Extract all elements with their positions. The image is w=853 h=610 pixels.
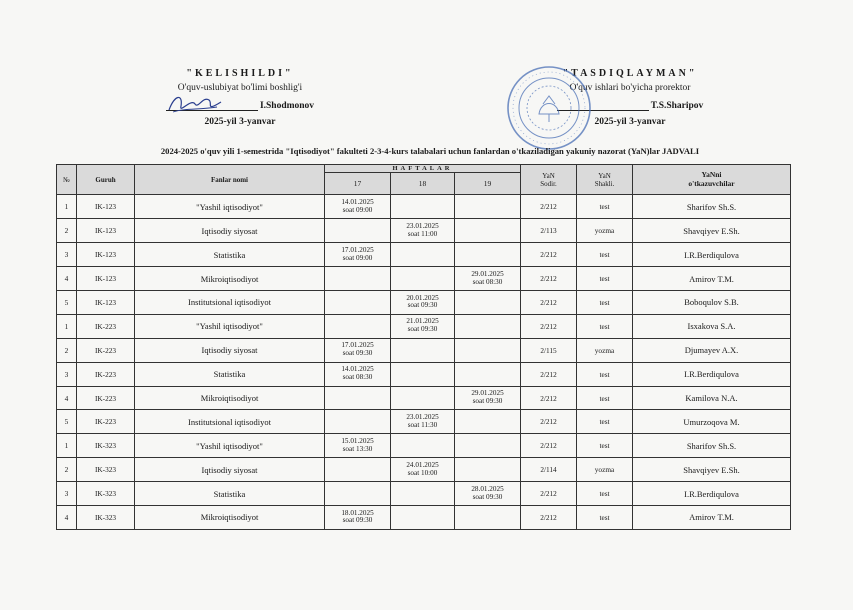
table-row — [57, 314, 791, 338]
row-subject: Statistika — [135, 482, 325, 506]
row-group: IK-223 — [77, 314, 135, 338]
row-w17-slot — [325, 195, 391, 219]
row-room: 2/114 — [521, 458, 577, 482]
row-w17-slot — [325, 219, 391, 243]
table-row — [57, 195, 791, 219]
exam-date: 29.01.2025 — [471, 389, 504, 398]
exam-time: soat 09:30 — [472, 492, 503, 501]
exam-time: soat 09:30 — [407, 301, 438, 310]
row-group: IK-123 — [77, 195, 135, 219]
agreed-position: O'quv-uslubiyat bo'limi boshlig'i — [177, 83, 303, 93]
table-row — [57, 267, 791, 291]
row-subject: "Yashil iqtisodiyot" — [135, 314, 325, 338]
row-w19-slot — [455, 219, 521, 243]
row-subject: Iqtisodiy siyosat — [135, 219, 325, 243]
row-w19-slot — [455, 410, 521, 434]
row-room: 2/212 — [521, 482, 577, 506]
row-room: 2/212 — [521, 362, 577, 386]
row-subject: Mikroiqtisodiyot — [135, 386, 325, 410]
col-header-room: YaN Sodir. — [521, 165, 577, 195]
table-row — [57, 362, 791, 386]
row-form: yozma — [577, 219, 633, 243]
table-row — [57, 243, 791, 267]
exam-time: soat 08:30 — [472, 277, 503, 286]
approve-date: 2025-yil 3-yanvar — [594, 117, 666, 127]
exam-date: 21.01.2025 — [406, 317, 439, 326]
row-number: 3 — [57, 243, 77, 267]
row-examiner: Boboqulov S.B. — [633, 291, 791, 315]
exam-date: 28.01.2025 — [471, 484, 504, 493]
approve-name: T.S.Sharipov — [650, 101, 704, 111]
col-header-subject: Fanlar nomi — [135, 165, 325, 195]
row-w18-slot — [391, 219, 455, 243]
row-w19-slot — [455, 506, 521, 530]
row-w18-slot — [391, 243, 455, 267]
exam-time: soat 09:30 — [407, 325, 438, 334]
document-title: 2024-2025 o'quv yili 1-semestrida "Iqtisodiyot" fakulteti 2-3-4-kurs talabalari uchun fanlardan o'tkaziladigan yakuniy nazorat (YaN)lar JADVALI — [160, 146, 700, 156]
row-examiner: Sharifov Sh.S. — [633, 434, 791, 458]
row-w19-slot — [455, 362, 521, 386]
row-room: 2/212 — [521, 291, 577, 315]
row-examiner: Shavqiyev E.Sh. — [633, 458, 791, 482]
row-examiner: Amirov T.M. — [633, 506, 791, 530]
row-w19-slot — [455, 434, 521, 458]
exam-schedule-table — [56, 164, 791, 530]
exam-time: soat 11:30 — [407, 420, 438, 429]
exam-date: 18.01.2025 — [341, 508, 374, 517]
row-room: 2/212 — [521, 314, 577, 338]
university-seal-icon — [505, 64, 593, 152]
row-subject: Iqtisodiy siyosat — [135, 458, 325, 482]
row-number: 5 — [57, 291, 77, 315]
row-group: IK-223 — [77, 362, 135, 386]
row-w17-slot — [325, 338, 391, 362]
row-room: 2/113 — [521, 219, 577, 243]
exam-time: soat 08:30 — [342, 373, 373, 382]
row-number: 5 — [57, 410, 77, 434]
row-form: test — [577, 314, 633, 338]
row-subject: "Yashil iqtisodiyot" — [135, 195, 325, 219]
table-row — [57, 506, 791, 530]
row-subject: Mikroiqtisodiyot — [135, 267, 325, 291]
table-row — [57, 291, 791, 315]
row-group: IK-323 — [77, 434, 135, 458]
row-w18-slot — [391, 458, 455, 482]
row-subject: Institutsional iqtisodiyot — [135, 291, 325, 315]
row-w19-slot — [455, 195, 521, 219]
row-room: 2/212 — [521, 195, 577, 219]
exam-date: 23.01.2025 — [406, 413, 439, 421]
table-row — [57, 219, 791, 243]
row-room: 2/212 — [521, 410, 577, 434]
row-subject: Institutsional iqtisodiyot — [135, 410, 325, 434]
exam-date: 15.01.2025 — [341, 436, 374, 445]
col-header-week-19: 19 — [455, 173, 521, 195]
row-number: 4 — [57, 386, 77, 410]
row-room: 2/212 — [521, 386, 577, 410]
row-form: test — [577, 291, 633, 315]
row-w17-slot — [325, 506, 391, 530]
row-w18-slot — [391, 386, 455, 410]
exam-time: soat 09:30 — [342, 516, 373, 525]
row-w17-slot — [325, 434, 391, 458]
row-w18-slot — [391, 314, 455, 338]
row-group: IK-123 — [77, 291, 135, 315]
row-w19-slot — [455, 458, 521, 482]
row-group: IK-223 — [77, 386, 135, 410]
row-w18-slot — [391, 362, 455, 386]
row-group: IK-323 — [77, 458, 135, 482]
row-number: 3 — [57, 362, 77, 386]
row-examiner: Djumayev A.X. — [633, 338, 791, 362]
row-room: 2/212 — [521, 267, 577, 291]
row-w18-slot — [391, 291, 455, 315]
exam-time: soat 09:30 — [342, 349, 373, 358]
table-row — [57, 386, 791, 410]
row-form: test — [577, 243, 633, 267]
row-form: test — [577, 410, 633, 434]
row-form: test — [577, 362, 633, 386]
agreed-name: I.Shodmonov — [259, 101, 315, 111]
row-w19-slot — [455, 267, 521, 291]
row-examiner: Umurzoqova M. — [633, 410, 791, 434]
table-row — [57, 410, 791, 434]
row-w19-slot — [455, 482, 521, 506]
row-form: test — [577, 267, 633, 291]
row-form: test — [577, 386, 633, 410]
row-examiner: Shavqiyev E.Sh. — [633, 219, 791, 243]
col-header-examiners: YaNni o'tkazuvchilar — [633, 165, 791, 195]
row-examiner: Kamilova N.A. — [633, 386, 791, 410]
row-w19-slot — [455, 386, 521, 410]
row-number: 1 — [57, 314, 77, 338]
exam-date: 23.01.2025 — [406, 221, 439, 230]
row-w18-slot — [391, 267, 455, 291]
row-examiner: Isxakova S.A. — [633, 314, 791, 338]
row-group: IK-123 — [77, 219, 135, 243]
row-number: 1 — [57, 195, 77, 219]
col-header-weeks: HAFTALAR — [325, 165, 521, 173]
row-number: 1 — [57, 434, 77, 458]
col-header-number: № — [57, 165, 77, 195]
row-room: 2/212 — [521, 434, 577, 458]
exam-time: soat 09:30 — [472, 397, 503, 406]
row-number: 4 — [57, 506, 77, 530]
exam-date: 17.01.2025 — [341, 245, 374, 254]
row-w17-slot — [325, 243, 391, 267]
row-room: 2/212 — [521, 243, 577, 267]
row-group: IK-223 — [77, 410, 135, 434]
col-header-week-18: 18 — [391, 173, 455, 195]
agreed-date: 2025-yil 3-yanvar — [204, 117, 276, 127]
exam-date: 24.01.2025 — [406, 460, 439, 469]
col-header-group: Guruh — [77, 165, 135, 195]
table-row — [57, 482, 791, 506]
row-examiner: Sharifov Sh.S. — [633, 195, 791, 219]
exam-time: soat 10:00 — [407, 468, 438, 477]
row-group: IK-123 — [77, 243, 135, 267]
col-header-week-17: 17 — [325, 173, 391, 195]
exam-time: soat 09:00 — [342, 205, 373, 214]
row-form: test — [577, 482, 633, 506]
row-w17-slot — [325, 482, 391, 506]
row-form: yozma — [577, 458, 633, 482]
row-subject: Iqtisodiy siyosat — [135, 338, 325, 362]
row-group: IK-323 — [77, 482, 135, 506]
approve-title: "TASDIQLAYMAN" — [562, 68, 698, 79]
row-form: test — [577, 506, 633, 530]
exam-time: soat 13:30 — [342, 444, 373, 453]
row-w17-slot — [325, 386, 391, 410]
row-w17-slot — [325, 362, 391, 386]
agreed-title: "KELISHILDI" — [186, 68, 294, 79]
row-w17-slot — [325, 267, 391, 291]
table-row — [57, 458, 791, 482]
row-group: IK-323 — [77, 506, 135, 530]
row-w18-slot — [391, 482, 455, 506]
exam-date: 20.01.2025 — [406, 293, 439, 302]
row-subject: Statistika — [135, 362, 325, 386]
col-header-form: YaN Shakli. — [577, 165, 633, 195]
row-w19-slot — [455, 291, 521, 315]
row-w18-slot — [391, 506, 455, 530]
table-row — [57, 338, 791, 362]
row-number: 2 — [57, 458, 77, 482]
exam-date: 17.01.2025 — [341, 341, 374, 350]
exam-time: soat 11:00 — [407, 229, 438, 238]
row-examiner: I.R.Berdiqulova — [633, 243, 791, 267]
exam-date: 14.01.2025 — [341, 197, 374, 206]
row-room: 2/115 — [521, 338, 577, 362]
row-w19-slot — [455, 243, 521, 267]
row-w17-slot — [325, 458, 391, 482]
row-w19-slot — [455, 338, 521, 362]
row-w17-slot — [325, 291, 391, 315]
row-number: 2 — [57, 219, 77, 243]
exam-date: 29.01.2025 — [471, 269, 504, 278]
exam-date: 14.01.2025 — [341, 365, 374, 374]
row-w18-slot — [391, 338, 455, 362]
approve-position: O'quv ishlari bo'yicha prorektor — [569, 83, 691, 93]
row-w19-slot — [455, 314, 521, 338]
row-subject: "Yashil iqtisodiyot" — [135, 434, 325, 458]
handwritten-signature-icon — [165, 90, 225, 118]
row-w18-slot — [391, 410, 455, 434]
row-number: 3 — [57, 482, 77, 506]
row-w17-slot — [325, 314, 391, 338]
row-room: 2/212 — [521, 506, 577, 530]
row-examiner: I.R.Berdiqulova — [633, 482, 791, 506]
row-w18-slot — [391, 195, 455, 219]
row-w17-slot — [325, 410, 391, 434]
row-number: 2 — [57, 338, 77, 362]
row-examiner: Amirov T.M. — [633, 267, 791, 291]
row-subject: Statistika — [135, 243, 325, 267]
row-group: IK-123 — [77, 267, 135, 291]
table-row — [57, 434, 791, 458]
row-group: IK-223 — [77, 338, 135, 362]
row-w18-slot — [391, 434, 455, 458]
row-number: 4 — [57, 267, 77, 291]
row-form: yozma — [577, 338, 633, 362]
row-form: test — [577, 195, 633, 219]
row-subject: Mikroiqtisodiyot — [135, 506, 325, 530]
exam-time: soat 09:00 — [342, 253, 373, 262]
row-form: test — [577, 434, 633, 458]
row-examiner: I.R.Berdiqulova — [633, 362, 791, 386]
